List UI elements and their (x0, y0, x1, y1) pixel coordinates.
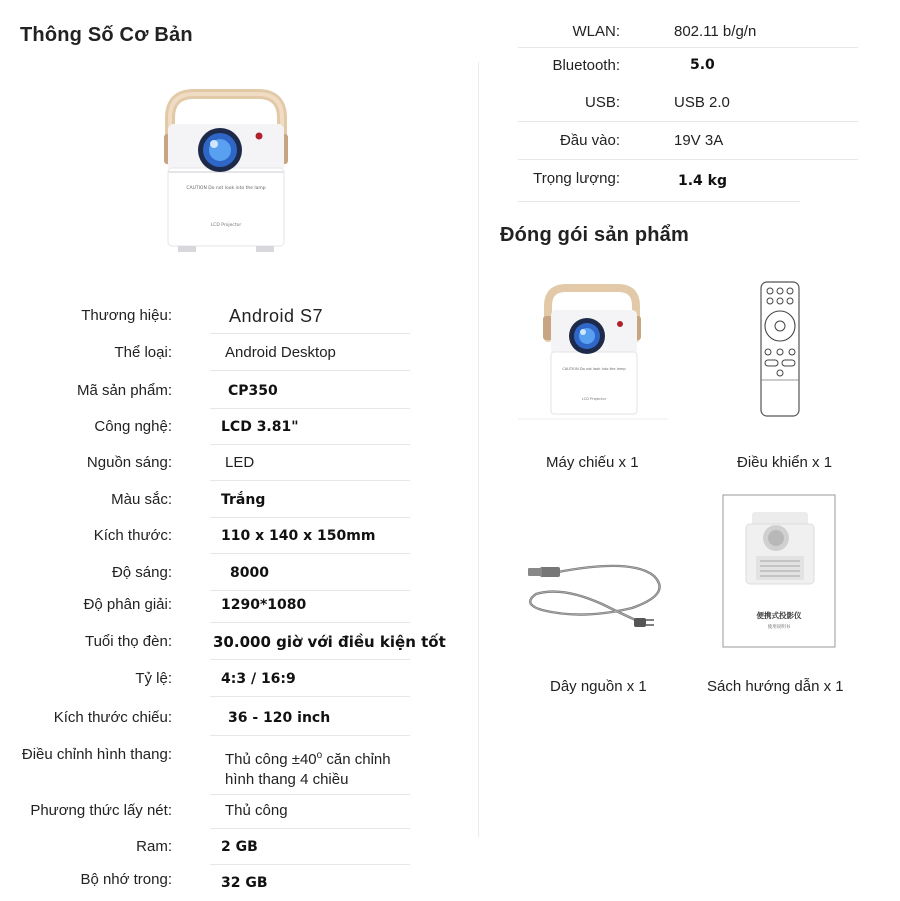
manual-title-text: 便携式投影仪 (756, 611, 802, 620)
row-divider (210, 735, 410, 736)
spec-label: Màu sắc: (111, 491, 172, 508)
spec-row (0, 298, 410, 334)
spec-label: Kích thước chiếu: (53, 709, 172, 726)
spec-value: 4:3 / 16:9 (221, 671, 296, 687)
spec-row (518, 160, 800, 202)
spec-label: Bộ nhớ trong: (80, 871, 172, 888)
spec-row (0, 737, 410, 795)
spec-row (0, 555, 410, 591)
spec-label: Tỷ lệ: (135, 670, 172, 687)
section-title-package: Đóng gói sản phẩm (500, 224, 689, 246)
spec-label: Bluetooth: (552, 57, 620, 74)
spec-row (518, 14, 858, 48)
package-caption-manual: Sách hướng dẫn x 1 (707, 678, 844, 695)
spec-label: USB: (584, 94, 620, 111)
spec-label: Điều chỉnh hình thang: (21, 746, 172, 763)
manual-subtitle-text: 使用说明书 (767, 625, 791, 630)
spec-row (0, 793, 410, 829)
spec-label: Kích thước: (93, 527, 172, 544)
spec-row (0, 700, 410, 736)
package-caption-power-cord: Dây nguồn x 1 (550, 678, 647, 695)
spec-row (0, 624, 460, 660)
spec-value: Android Desktop (225, 344, 336, 361)
row-divider (210, 370, 410, 371)
spec-value: 1.4 kg (678, 173, 728, 189)
spec-row (518, 48, 858, 84)
spec-row (0, 335, 410, 371)
row-divider (210, 333, 410, 334)
spec-value: 36 - 120 inch (228, 710, 331, 726)
package-caption-remote: Điều khiển x 1 (737, 454, 833, 471)
spec-label: Đầu vào: (559, 132, 620, 149)
row-divider (210, 480, 410, 481)
row-divider (210, 696, 410, 697)
spec-value: LCD 3.81" (221, 419, 299, 435)
row-divider (210, 622, 410, 623)
spec-value: LED (225, 454, 255, 471)
spec-label: Trọng lượng: (533, 170, 620, 187)
spec-value: 30.000 giờ với điều kiện tốt (213, 633, 446, 651)
remote-control-image (756, 280, 804, 420)
spec-label: Độ phân giải: (83, 596, 172, 613)
spec-value: 19V 3A (674, 132, 724, 149)
spec-label: Thể loại: (114, 344, 172, 361)
projector-brand-text: LCD Projector (210, 223, 242, 228)
spec-row (0, 862, 410, 898)
user-manual-image (722, 494, 836, 648)
spec-value: USB 2.0 (674, 94, 730, 111)
spec-row (518, 84, 858, 122)
spec-value: CP350 (228, 383, 278, 399)
spec-value: Thủ công $\pm 40^o$ căn chỉnh hình thang 4 chiều (225, 750, 391, 788)
spec-value: Android S7 (229, 306, 324, 326)
spec-row (518, 122, 858, 160)
spec-value: 5.0 (690, 57, 715, 73)
spec-row (0, 518, 410, 554)
row-divider (210, 659, 410, 660)
spec-label: Thương hiệu: (81, 307, 172, 324)
package-projector-brand: LCD Projector (581, 397, 607, 401)
spec-row (0, 661, 410, 697)
power-cord-image (522, 558, 667, 638)
spec-label: WLAN: (572, 23, 620, 40)
spec-row (0, 409, 410, 445)
column-divider (478, 62, 479, 837)
projector-image (140, 88, 320, 288)
spec-value: 32 GB (221, 875, 268, 891)
spec-label: Nguồn sáng: (86, 454, 172, 471)
spec-label: Tuổi thọ đèn: (84, 633, 172, 650)
spec-value: 802.11 b/g/n (674, 23, 757, 40)
row-divider (210, 553, 410, 554)
spec-label: Độ sáng: (111, 564, 172, 581)
spec-value: Thủ công (225, 802, 288, 819)
spec-value: 110 x 140 x 150mm (221, 528, 376, 544)
spec-label: Ram: (136, 838, 172, 855)
spec-label: Công nghệ: (94, 418, 172, 435)
row-divider (518, 201, 800, 202)
spec-row (0, 829, 410, 865)
package-projector-caution: CAUTION Do not look into the lamp (562, 367, 626, 371)
spec-value: 8000 (230, 565, 269, 581)
section-title-basic-specs: Thông Số Cơ Bản (20, 24, 193, 46)
spec-value: Trắng (221, 492, 266, 508)
spec-label: Mã sản phẩm: (76, 382, 172, 399)
spec-row (0, 482, 410, 518)
spec-value: 2 GB (221, 839, 258, 855)
spec-row (0, 445, 410, 481)
package-projector-image (518, 282, 668, 427)
spec-label: Phương thức lấy nét: (30, 802, 172, 819)
spec-value: 1290*1080 (221, 597, 307, 613)
package-caption-projector: Máy chiếu x 1 (546, 454, 639, 471)
spec-row (0, 373, 410, 409)
projector-caution-text: CAUTION Do not look into the lamp (186, 186, 266, 191)
spec-row (0, 587, 410, 623)
